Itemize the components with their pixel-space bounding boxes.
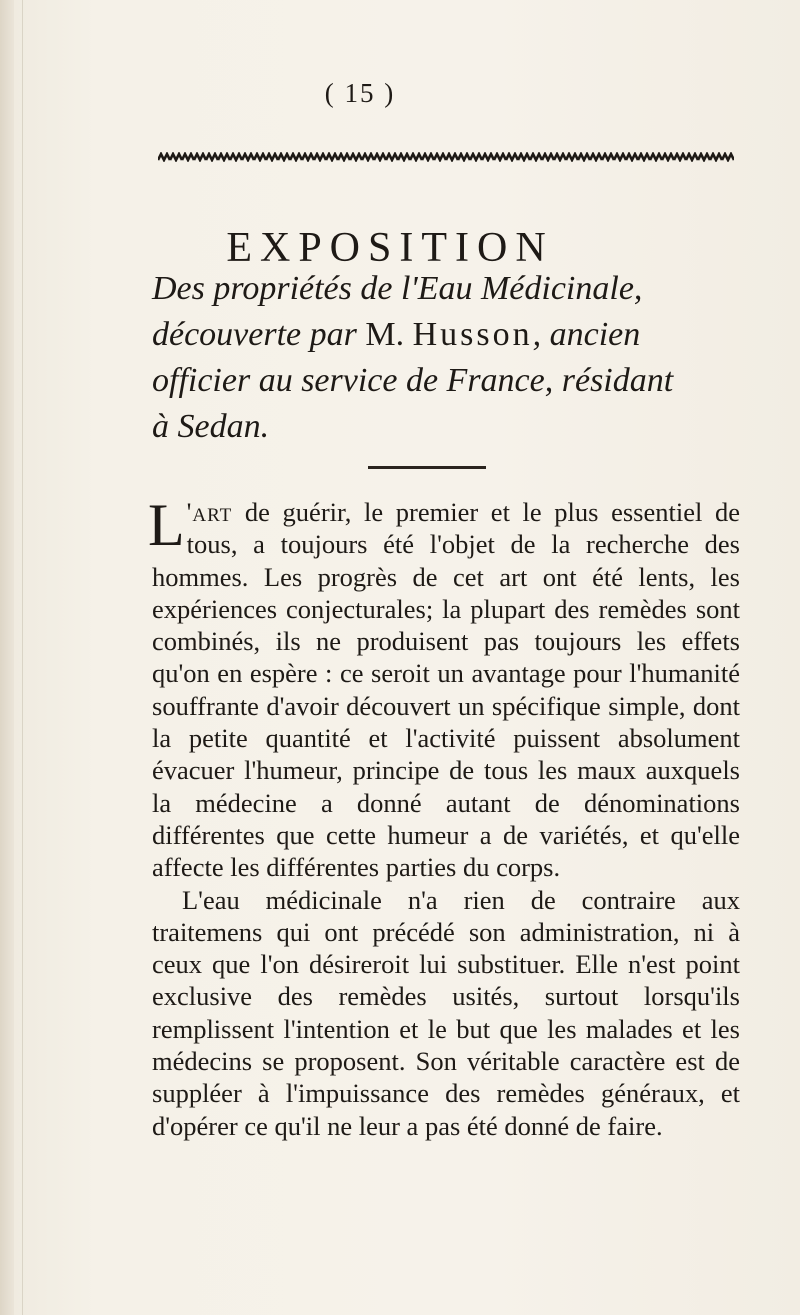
section-title: EXPOSITION	[226, 225, 554, 272]
subtitle-part: Eau Médicinale	[417, 270, 634, 307]
page-edge	[0, 0, 14, 1315]
divider-rule	[368, 466, 486, 469]
subtitle-part: M.	[365, 316, 413, 353]
body-text	[148, 492, 740, 1142]
subtitle-part: , découverte par	[152, 270, 643, 353]
paragraph: L'eau médicinale n'a rien de contraire aux traitemens qui ont précédé son administration, ni à ceux que l'on désireroit lui substituer. Elle n'est point exclusive des remèdes usités, surtout lorsqu'ils remplissent l'intention et le but que les malades et les médecins se proposent. Son véritable caractère est de suppléer à l'impuissance des remèdes généraux, et d'opérer ce qu'il ne leur a pas été donné de faire.	[152, 884, 740, 1141]
subtitle-part: , ancien officier au service de France, résidant à Sedan.	[152, 316, 674, 445]
subtitle	[152, 266, 692, 450]
page-fold	[22, 0, 23, 1315]
page-number: ( 15 )	[324, 78, 396, 108]
subtitle-part: Des propriétés de l'	[152, 270, 418, 307]
paragraph-text: de guérir, le premier et le plus essentiel de tous, a toujours été l'objet de la recherche des hommes. Les progrès de cet art ont été lents, les expériences conjecturales; la plupart des remèdes sont combinés, ils ne produisent pas toujours les effets qu'on en espère : ce seroit un avantage pour l'humanité souffrante d'avoir découvert un spécifique simple, dont la petite quantité et l'activité puissent absolument évacuer l'humeur, principe de tous les maux auxquels la médecine a donné autant de dénominations différentes que cette humeur a de variétés, et qu'elle affecte les différentes parties du corps.	[152, 497, 740, 883]
drop-cap: L	[148, 492, 185, 558]
lead-smallcaps: 'art	[186, 497, 233, 527]
ornament-border	[158, 152, 734, 162]
paragraph	[148, 492, 740, 884]
subtitle-author: Husson	[412, 316, 533, 353]
